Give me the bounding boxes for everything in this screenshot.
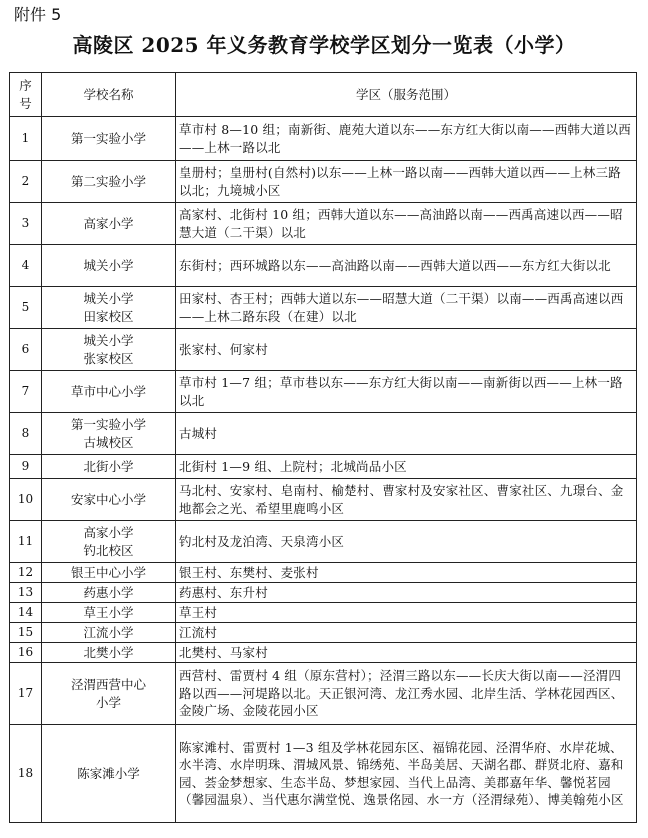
school-district-table [9,72,637,823]
row-number: 13 [10,583,42,603]
district-area: 皇册村；皇册村(自然村)以东——上林一路以南——西韩大道以西——上林三路以北；九境城小区 [176,161,637,203]
header-num-label: 序 号 [19,78,32,111]
district-area: 草市村 1—7 组；草市巷以东——东方红大街以南——南新街以西——上林一路以北 [176,371,637,413]
row-number: 15 [10,623,42,643]
district-area: 草市村 8—10 组；南新街、鹿苑大道以东——东方红大街以南——西韩大道以西——上林一路以北 [176,117,637,161]
district-area: 银王村、东樊村、麦张村 [176,563,637,583]
header-num [10,73,42,117]
table-row [10,203,637,245]
header-district-area: 学区（服务范围） [176,73,637,117]
table-row [10,245,637,287]
row-number: 3 [10,203,42,245]
school-name: 城关小学 张家校区 [42,329,176,371]
school-name: 第一实验小学 [42,117,176,161]
table-row [10,371,637,413]
district-area: 西营村、雷贾村 4 组（原东营村）；泾渭三路以东——长庆大街以南——泾渭四路以西——河堤路以北。天正银河湾、龙江秀水园、北岸生活、学林花园西区、金陵广场、金陵花园小区 [176,663,637,725]
table-row [10,563,637,583]
table-row [10,161,637,203]
school-name: 泾渭西营中心 小学 [42,663,176,725]
row-number: 11 [10,521,42,563]
table-row [10,603,637,623]
school-name: 陈家滩小学 [42,725,176,823]
school-name: 城关小学 [42,245,176,287]
row-number: 2 [10,161,42,203]
row-number: 18 [10,725,42,823]
district-area: 高家村、北街村 10 组；西韩大道以东——高油路以南——西禹高速以西——昭慧大道（二干渠）以北 [176,203,637,245]
table-row [10,623,637,643]
header-school-name: 学校名称 [42,73,176,117]
table-row [10,663,637,725]
table-header-row [10,73,637,117]
table-row [10,725,637,823]
school-name: 第一实验小学 古城校区 [42,413,176,455]
row-number: 9 [10,455,42,479]
row-number: 4 [10,245,42,287]
row-number: 7 [10,371,42,413]
attachment-label: 附件 5 [14,5,62,24]
school-name: 高家小学 钓北校区 [42,521,176,563]
table-row [10,117,637,161]
district-area: 北街村 1—9 组、上院村；北城尚品小区 [176,455,637,479]
district-area: 张家村、何家村 [176,329,637,371]
table-row [10,455,637,479]
row-number: 5 [10,287,42,329]
row-number: 8 [10,413,42,455]
table-row [10,413,637,455]
table-row [10,287,637,329]
table-row [10,583,637,603]
district-area: 江流村 [176,623,637,643]
school-name: 北樊小学 [42,643,176,663]
school-name: 草王小学 [42,603,176,623]
district-area: 药惠村、东升村 [176,583,637,603]
table-row [10,329,637,371]
school-name: 银王中心小学 [42,563,176,583]
district-area: 陈家滩村、雷贾村 1—3 组及学林花园东区、福锦花园、泾渭华府、水岸花城、水半湾、水岸明珠、渭城风景、锦绣苑、半岛美居、天湖名郡、群贤北府、嘉和园、荟金梦想家、生态半岛、梦想家园、当代上品湾、美郡嘉年华、馨悦茗园（馨园温泉）、当代惠尔满堂悦、逸景佲园、水一方（泾渭绿苑）、博美翰苑小区 [176,725,637,823]
district-area: 东街村；西环城路以东——高油路以南——西韩大道以西——东方红大街以北 [176,245,637,287]
document-title: 高陵区 2025 年义务教育学校学区划分一览表（小学） [72,33,576,57]
district-area: 草王村 [176,603,637,623]
row-number: 1 [10,117,42,161]
district-area: 钓北村及龙泊湾、天泉湾小区 [176,521,637,563]
row-number: 12 [10,563,42,583]
district-area: 马北村、安家村、皂南村、榆楚村、曹家村及安家社区、曹家社区、九璟台、金地都会之光、希望里鹿鸣小区 [176,479,637,521]
school-name: 药惠小学 [42,583,176,603]
school-name: 第二实验小学 [42,161,176,203]
district-area: 田家村、杏王村；西韩大道以东——昭慧大道（二干渠）以南——西禹高速以西——上林二路东段（在建）以北 [176,287,637,329]
school-name: 江流小学 [42,623,176,643]
school-name: 安家中心小学 [42,479,176,521]
table-body [10,117,637,823]
row-number: 6 [10,329,42,371]
school-name: 草市中心小学 [42,371,176,413]
table-row [10,521,637,563]
district-area: 古城村 [176,413,637,455]
school-name: 城关小学 田家校区 [42,287,176,329]
row-number: 10 [10,479,42,521]
school-name: 高家小学 [42,203,176,245]
table-row [10,643,637,663]
district-area: 北樊村、马家村 [176,643,637,663]
row-number: 16 [10,643,42,663]
row-number: 14 [10,603,42,623]
row-number: 17 [10,663,42,725]
school-name: 北街小学 [42,455,176,479]
table-row [10,479,637,521]
